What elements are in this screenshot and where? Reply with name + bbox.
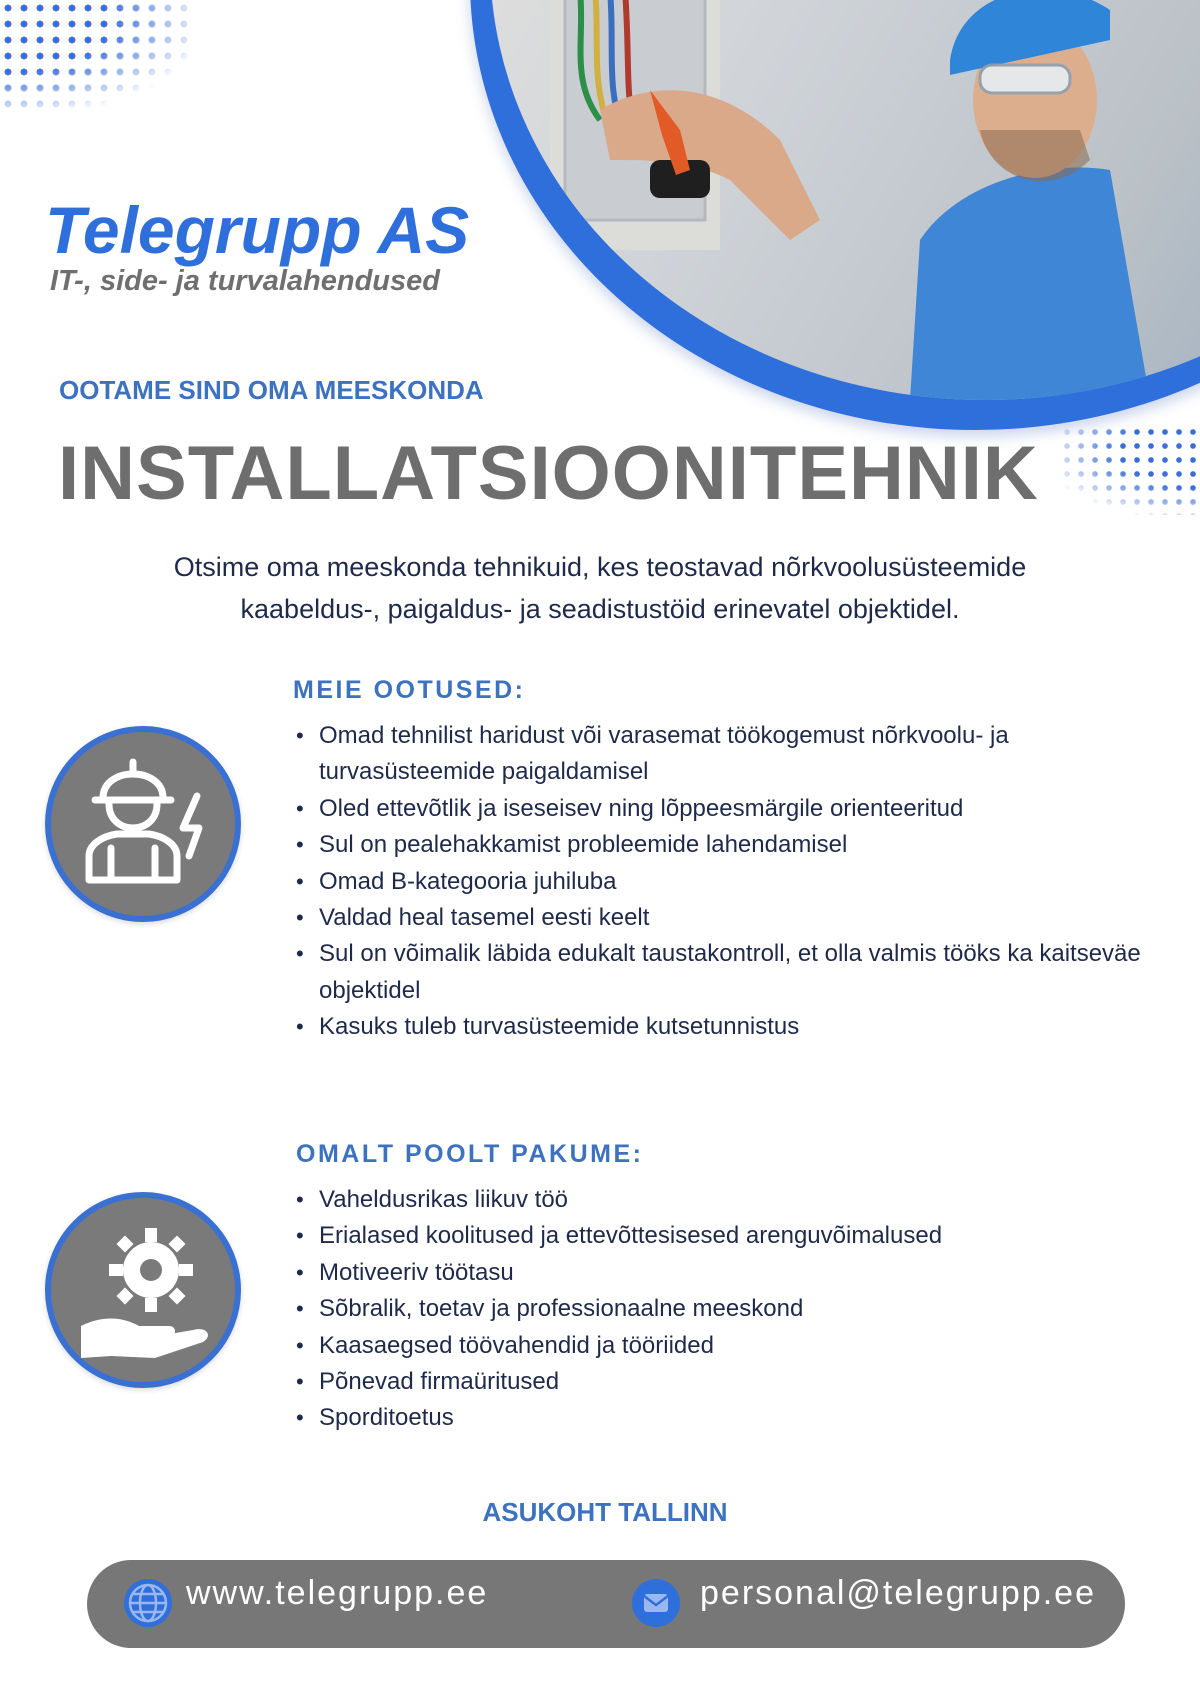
- decorative-dots-top-left: [0, 0, 190, 110]
- list-item: • Oled ettevõtlik ja iseseisev ning lõppeesmärgile orienteeritud: [294, 791, 1144, 827]
- hero-photo: [490, 0, 1200, 400]
- list-item: • Sul on võimalik läbida edukalt taustakontroll, et olla valmis tööks ka kaitseväe objektidel: [294, 936, 1144, 1009]
- list-item: • Sporditoetus: [294, 1400, 1144, 1436]
- list-item: • Sul on pealehakkamist probleemide lahendamisel: [294, 827, 1144, 863]
- job-title: INSTALLATSIOONITEHNIK: [58, 431, 1039, 516]
- website-link[interactable]: www.telegrupp.ee: [186, 1574, 489, 1612]
- company-logo-name: Telegrupp AS: [45, 193, 470, 267]
- invite-heading: OOTAME SIND OMA MEESKONDA: [59, 375, 484, 405]
- intro-text: [60, 546, 1140, 630]
- globe-icon: [124, 1579, 172, 1627]
- gear-hand-icon: [45, 1192, 241, 1388]
- list-item: • Erialased koolitused ja ettevõttesisesed arenguvõimalused: [294, 1218, 1144, 1254]
- intro-line-2: kaabeldus-, paigaldus- ja seadistustöid erinevatel objektidel.: [240, 594, 960, 624]
- company-tagline: IT-, side- ja turvalahendused: [50, 265, 440, 297]
- technician-illustration: [490, 0, 1200, 400]
- list-item: • Valdad heal tasemel eesti keelt: [294, 900, 1144, 936]
- list-item: • Omad tehnilist haridust või varasemat töökogemust nõrkvoolu- ja turvasüsteemide paigaldamisel: [294, 718, 1144, 791]
- mail-icon: [632, 1579, 680, 1627]
- email-link[interactable]: personal@telegrupp.ee: [700, 1574, 1096, 1612]
- offers-title: OMALT POOLT PAKUME:: [296, 1140, 644, 1168]
- list-item: • Kaasaegsed töövahendid ja tööriided: [294, 1328, 1144, 1364]
- location-label: ASUKOHT TALLINN: [482, 1497, 728, 1527]
- list-item: • Kasuks tuleb turvasüsteemide kutsetunnistus: [294, 1009, 1144, 1045]
- expectations-list: [294, 718, 1144, 1046]
- intro-line-1: Otsime oma meeskonda tehnikuid, kes teostavad nõrkvoolusüsteemide: [173, 552, 1027, 582]
- list-item: • Vaheldusrikas liikuv töö: [294, 1182, 1144, 1218]
- expectations-title: MEIE OOTUSED:: [293, 676, 526, 704]
- offers-list: [294, 1182, 1144, 1437]
- list-item: • Motiveeriv töötasu: [294, 1255, 1144, 1291]
- list-item: • Põnevad firmaüritused: [294, 1364, 1144, 1400]
- list-item: • Omad B-kategooria juhiluba: [294, 864, 1144, 900]
- list-item: • Sõbralik, toetav ja professionaalne meeskond: [294, 1291, 1144, 1327]
- technician-icon: [45, 726, 241, 922]
- decorative-dots-right: [1060, 425, 1200, 515]
